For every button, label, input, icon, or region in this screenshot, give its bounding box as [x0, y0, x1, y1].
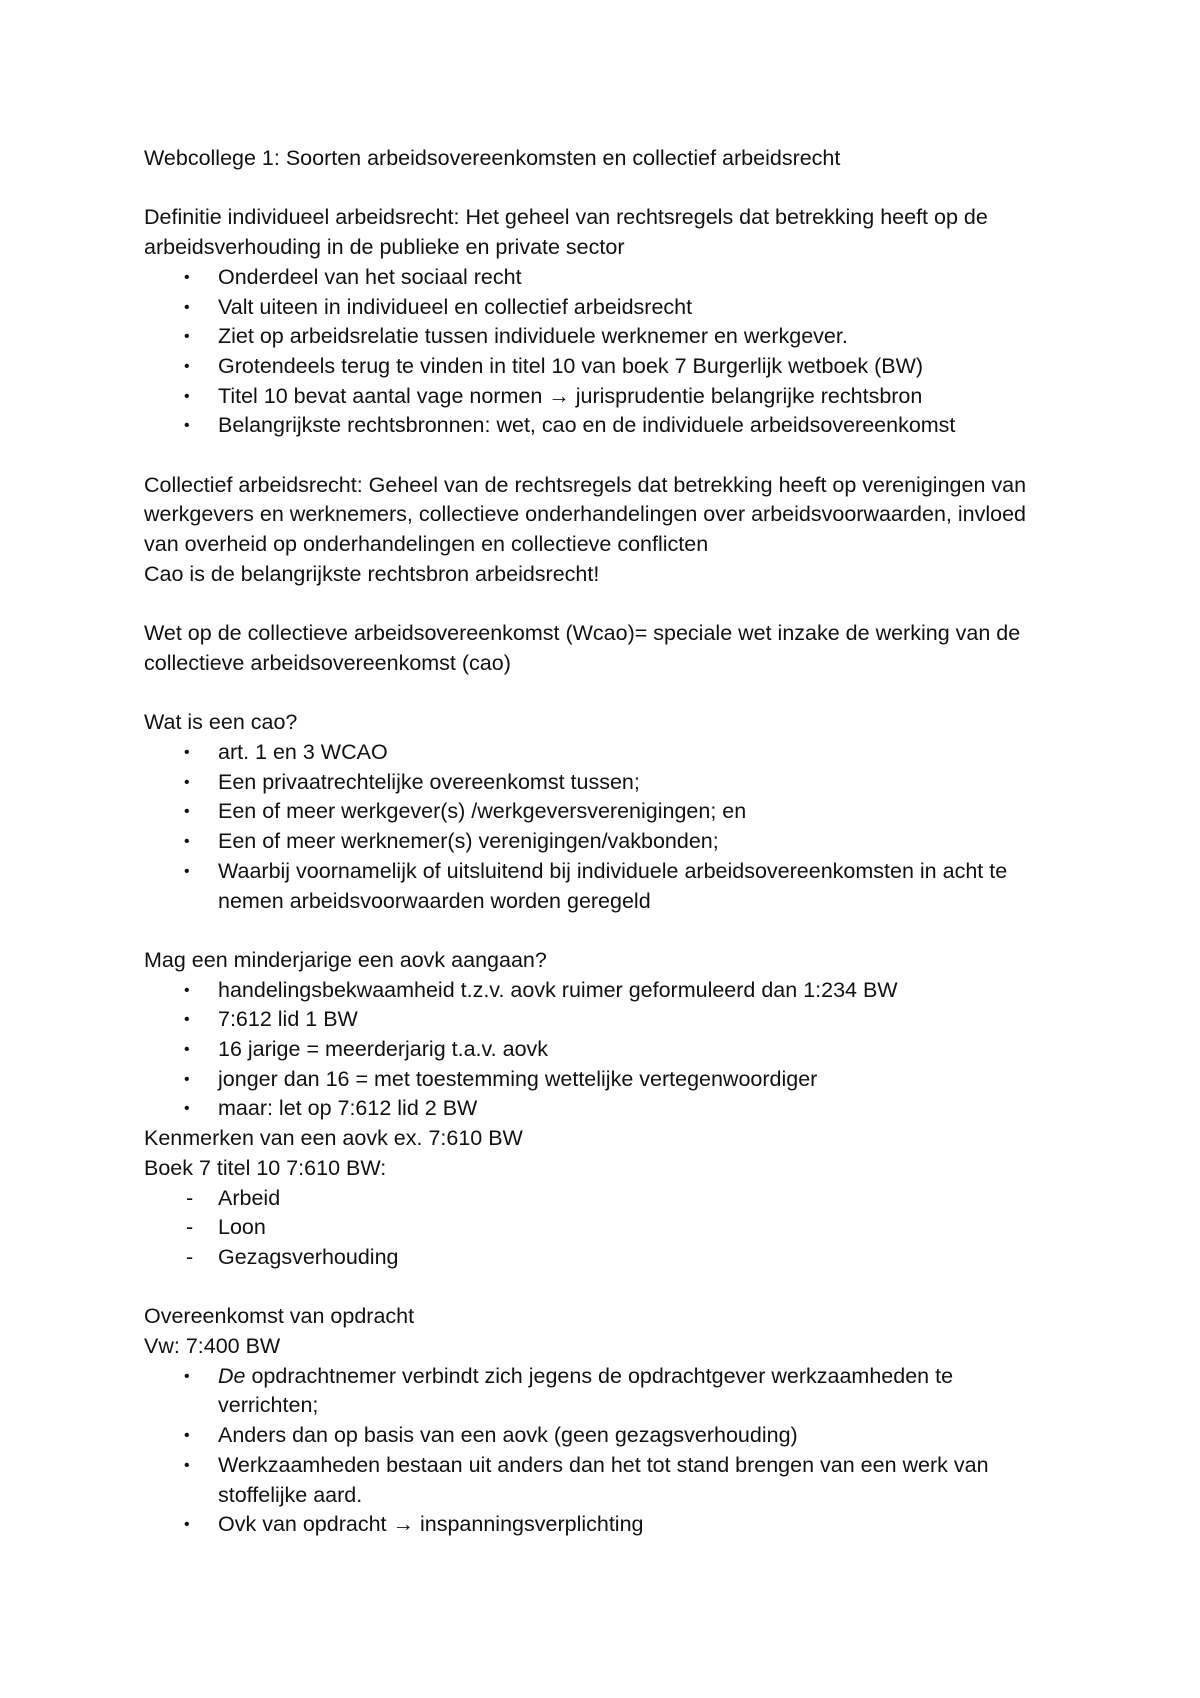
- boek7-line: Boek 7 titel 10 7:610 BW:: [144, 1155, 387, 1180]
- list-item: [144, 827, 1074, 857]
- bullet-icon: •: [184, 357, 190, 375]
- spacer: [144, 441, 1074, 471]
- bullet-icon: •: [184, 1070, 190, 1088]
- list-item: [144, 1065, 1074, 1095]
- list-item: [144, 1421, 1074, 1451]
- bullet-icon: •: [184, 1516, 190, 1534]
- list-item-text: Valt uiteen in individueel en collectief arbeidsrecht: [218, 294, 693, 319]
- list-item: [144, 1094, 1074, 1124]
- collective-law-line-4: Cao is de belangrijkste rechtsbron arbeidsrecht!: [144, 561, 600, 586]
- spacer: [144, 174, 1074, 204]
- list-item: [144, 1005, 1074, 1035]
- wcao-line-1: Wet op de collectieve arbeidsovereenkomst (Wcao)= speciale wet inzake de werking van de: [144, 621, 1021, 646]
- list-item: [144, 1213, 1074, 1243]
- list-item-text: Ziet op arbeidsrelatie tussen individuele werknemer en werkgever.: [218, 324, 848, 349]
- list-item-text: maar: let op 7:612 lid 2 BW: [218, 1096, 478, 1121]
- assignment-bullet-list: [144, 1362, 1074, 1540]
- bullet-icon: •: [184, 1367, 190, 1385]
- list-item: [144, 768, 1074, 798]
- list-item-text-suffix: inspanningsverplichting: [419, 1512, 644, 1537]
- spacer: [144, 590, 1074, 620]
- list-item: [144, 1035, 1074, 1065]
- list-item-text: Onderdeel van het sociaal recht: [218, 264, 522, 289]
- list-item-text: Waarbij voornamelijk of uitsluitend bij individuele arbeidsovereenkomsten in acht te nemen arbeidsvoorwaarden worden geregeld: [218, 858, 1008, 913]
- assignment-subheading: Vw: 7:400 BW: [144, 1334, 281, 1359]
- list-item-text-suffix: jurisprudentie belangrijke rechtsbron: [575, 383, 923, 408]
- bullet-icon: •: [184, 328, 190, 346]
- list-item-text: Grotendeels terug te vinden in titel 10 van boek 7 Burgerlijk wetboek (BW): [218, 353, 924, 378]
- list-item-text: Gezagsverhouding: [218, 1244, 399, 1269]
- list-item: [144, 857, 1074, 916]
- aovk-characteristics-line: Kenmerken van een aovk ex. 7:610 BW: [144, 1126, 523, 1151]
- list-item: [144, 352, 1074, 382]
- list-item-text: Arbeid: [218, 1185, 281, 1210]
- bullet-icon: •: [184, 981, 190, 999]
- list-item: [144, 976, 1074, 1006]
- definition-individual-line-1: Definitie individueel arbeidsrecht: Het geheel van rechtsregels dat betrekking heeft op de: [144, 205, 988, 230]
- list-item: [144, 382, 1074, 412]
- assignment-heading: Overeenkomst van opdracht: [144, 1304, 415, 1329]
- bullet-icon: •: [184, 1041, 190, 1059]
- minor-heading: Mag een minderjarige een aovk aangaan?: [144, 947, 547, 972]
- cao-bullet-list: [144, 738, 1074, 916]
- list-item: [144, 411, 1074, 441]
- aovk-elements-list: [144, 1184, 1074, 1273]
- document-body: [144, 144, 1074, 1540]
- list-item: [144, 322, 1074, 352]
- list-item-text: Ovk van opdracht: [218, 1512, 387, 1537]
- arrow-right-icon: →: [548, 383, 570, 408]
- bullet-icon: •: [184, 268, 190, 286]
- list-item-text: Een of meer werkgever(s) /werkgeversverenigingen; en: [218, 799, 747, 824]
- list-item-text: jonger dan 16 = met toestemming wettelijke vertegenwoordiger: [218, 1066, 818, 1091]
- individual-law-bullet-list: [144, 263, 1074, 441]
- list-item: [144, 797, 1074, 827]
- bullet-icon: •: [184, 387, 190, 405]
- list-item-text: Een of meer werknemer(s) verenigingen/vakbonden;: [218, 829, 719, 854]
- collective-law-line-2: werkgevers en werknemers, collectieve onderhandelingen over arbeidsvoorwaarden, invloed: [144, 502, 1026, 527]
- spacer: [144, 916, 1074, 946]
- bullet-icon: •: [184, 833, 190, 851]
- list-item: [144, 1362, 1074, 1421]
- dash-icon: -: [186, 1185, 194, 1210]
- bullet-icon: •: [184, 298, 190, 316]
- list-item: [144, 738, 1074, 768]
- document-title: Webcollege 1: Soorten arbeidsovereenkomsten en collectief arbeidsrecht: [144, 146, 841, 170]
- spacer: [144, 679, 1074, 709]
- list-item: [144, 1184, 1074, 1214]
- collective-law-line-1: Collectief arbeidsrecht: Geheel van de rechtsregels dat betrekking heeft op verenigingen van: [144, 472, 1027, 497]
- dash-icon: -: [186, 1244, 194, 1269]
- list-item: [144, 1243, 1074, 1273]
- list-item-text: handelingsbekwaamheid t.z.v. aovk ruimer geformuleerd dan 1:234 BW: [218, 977, 898, 1002]
- cao-heading: Wat is een cao?: [144, 710, 298, 735]
- minor-bullet-list: [144, 976, 1074, 1125]
- list-item-text: 7:612 lid 1 BW: [218, 1007, 358, 1032]
- bullet-icon: •: [184, 862, 190, 880]
- list-item-text: Werkzaamheden bestaan uit anders dan het tot stand brengen van een werk van stoffelijke aard.: [218, 1452, 989, 1507]
- list-item-text: 16 jarige = meerderjarig t.a.v. aovk: [218, 1037, 549, 1062]
- list-item-text: opdrachtnemer verbindt zich jegens de opdrachtgever werkzaamheden te verrichten;: [218, 1363, 954, 1418]
- definition-individual-line-2: arbeidsverhouding in de publieke en private sector: [144, 235, 625, 260]
- list-item: [144, 1510, 1074, 1540]
- dash-icon: -: [186, 1215, 194, 1240]
- bullet-icon: •: [184, 803, 190, 821]
- wcao-line-2: collectieve arbeidsovereenkomst (cao): [144, 650, 511, 675]
- bullet-icon: •: [184, 1456, 190, 1474]
- list-item-text: Titel 10 bevat aantal vage normen: [218, 383, 543, 408]
- list-item-text: Belangrijkste rechtsbronnen: wet, cao en de individuele arbeidsovereenkomst: [218, 413, 956, 438]
- bullet-icon: •: [184, 1427, 190, 1445]
- list-item-text: Een privaatrechtelijke overeenkomst tussen;: [218, 769, 640, 794]
- arrow-right-icon: →: [392, 1512, 414, 1537]
- bullet-icon: •: [184, 773, 190, 791]
- list-item-italic-text: De: [218, 1363, 246, 1388]
- list-item: [144, 263, 1074, 293]
- bullet-icon: •: [184, 1011, 190, 1029]
- list-item-text: Loon: [218, 1215, 266, 1240]
- list-item: [144, 293, 1074, 323]
- bullet-icon: •: [184, 417, 190, 435]
- list-item: [144, 1451, 1074, 1510]
- bullet-icon: •: [184, 1100, 190, 1118]
- collective-law-line-3: van overheid op onderhandelingen en collectieve conflicten: [144, 532, 709, 557]
- list-item-text: Anders dan op basis van een aovk (geen gezagsverhouding): [218, 1423, 798, 1448]
- spacer: [144, 1273, 1074, 1303]
- bullet-icon: •: [184, 744, 190, 761]
- list-item-text: art. 1 en 3 WCAO: [218, 740, 388, 764]
